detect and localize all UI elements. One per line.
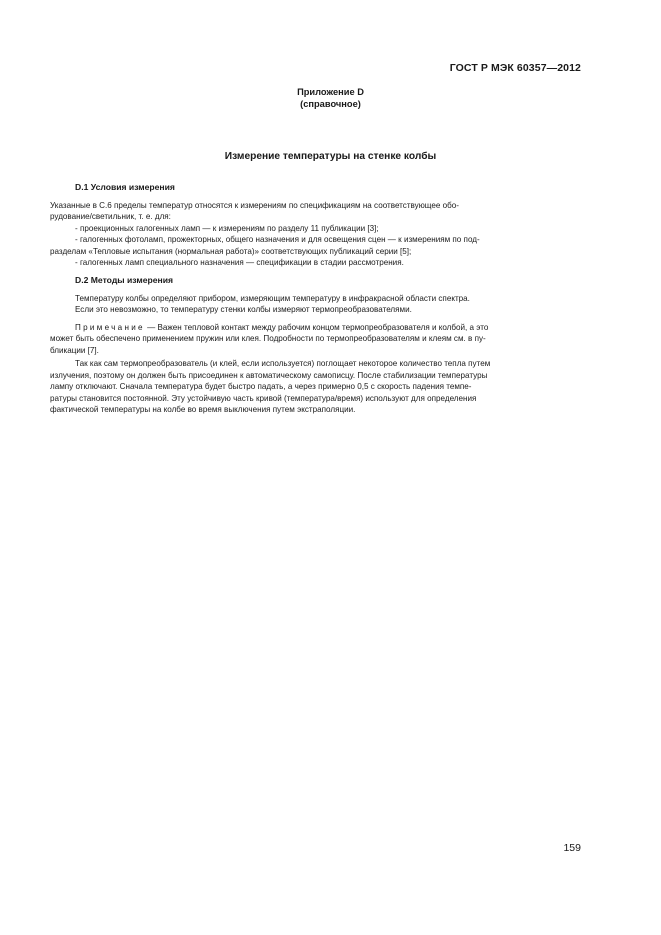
- section-d1-intro-line2: [50, 211, 582, 223]
- annex-heading: [0, 87, 661, 110]
- note-line: [50, 322, 582, 334]
- paragraph-line: [50, 381, 582, 393]
- section-d2-heading: D.2 Методы измерения: [75, 275, 173, 285]
- intro-text-2: рудование/светильник, т. е. для:: [50, 212, 171, 221]
- note: [50, 322, 582, 357]
- paragraph-line: [50, 404, 582, 416]
- annex-subtitle: (справочное): [300, 98, 361, 109]
- section-d2-body: [50, 293, 582, 416]
- page-number: 159: [563, 842, 581, 854]
- main-title: Измерение температуры на стенке колбы: [224, 151, 437, 162]
- section-d1: [50, 182, 582, 269]
- paragraph-line: [50, 358, 582, 370]
- list-item: [50, 257, 582, 269]
- section-d2: [50, 275, 582, 416]
- document-code: ГОСТ Р МЭК 60357—2012: [449, 62, 581, 74]
- note-line: [50, 333, 582, 345]
- list-item-text: разделам «Тепловые испытания (нормальная работа)» соответствующих публикаций серии [5];: [50, 246, 412, 256]
- paragraph-line: [50, 393, 582, 405]
- list-item-text: - галогенных ламп специального назначения — спецификации в стадии рассмотрения.: [75, 258, 404, 267]
- paragraph-text: Так как сам термопреобразователь (и клей, если используется) поглощает некоторое количество тепла путем: [75, 359, 491, 368]
- paragraph: [50, 293, 582, 305]
- paragraph-text: лампу отключают. Сначала температура будет быстро падать, а через примерно 0,5 с скорость падения темпе-: [50, 382, 472, 391]
- section-d1-body: [50, 200, 582, 269]
- list-item-text: - проекционных галогенных ламп — к измерениям по разделу 11 публикации [3];: [75, 223, 379, 233]
- paragraph-block: [50, 358, 582, 416]
- list-item: [50, 234, 582, 246]
- intro-text-1: Указанные в С.6 пределы температур относятся к измерениям по спецификациям на соответствующее обо-: [50, 200, 459, 210]
- section-d1-heading: D.1 Условия измерения: [75, 182, 175, 192]
- paragraph-text: излучения, поэтому он должен быть присоединен к автоматическому самописцу. После стабилизации температуры: [50, 370, 488, 380]
- paragraph-text: Температуру колбы определяют прибором, измеряющим температуру в инфракрасной области спектра.: [75, 293, 470, 303]
- annex-title: Приложение D: [297, 87, 364, 97]
- list-item: [50, 223, 582, 235]
- paragraph-line: [50, 370, 582, 382]
- note-text: — Важен тепловой контакт между рабочим концом термопреобразователя и колбой, а это: [144, 322, 489, 332]
- paragraph-text: Если это невозможно, то температуру стенки колбы измеряют термопреобразователями.: [75, 305, 412, 314]
- list-item-continuation: [50, 246, 582, 258]
- paragraph-text: фактической температуры на колбе во время выключения путем экстраполяции.: [50, 405, 356, 414]
- list-item-text: - галогенных фотоламп, прожекторных, общего назначения и для освещения сцен — к измерениям по под-: [75, 235, 480, 244]
- note-label: Примечание: [75, 322, 145, 332]
- note-line: [50, 345, 582, 357]
- note-text: может быть обеспечено применением пружин или клея. Подробности по термопреобразователям и клеям см. в пу-: [50, 334, 486, 343]
- paragraph: [50, 304, 582, 316]
- note-text: бликации [7].: [50, 345, 99, 355]
- paragraph-text: ратуры становится постоянной. Эту устойчивую часть кривой (температура/время) используют для определения: [50, 393, 477, 403]
- section-d1-intro-line1: [50, 200, 582, 212]
